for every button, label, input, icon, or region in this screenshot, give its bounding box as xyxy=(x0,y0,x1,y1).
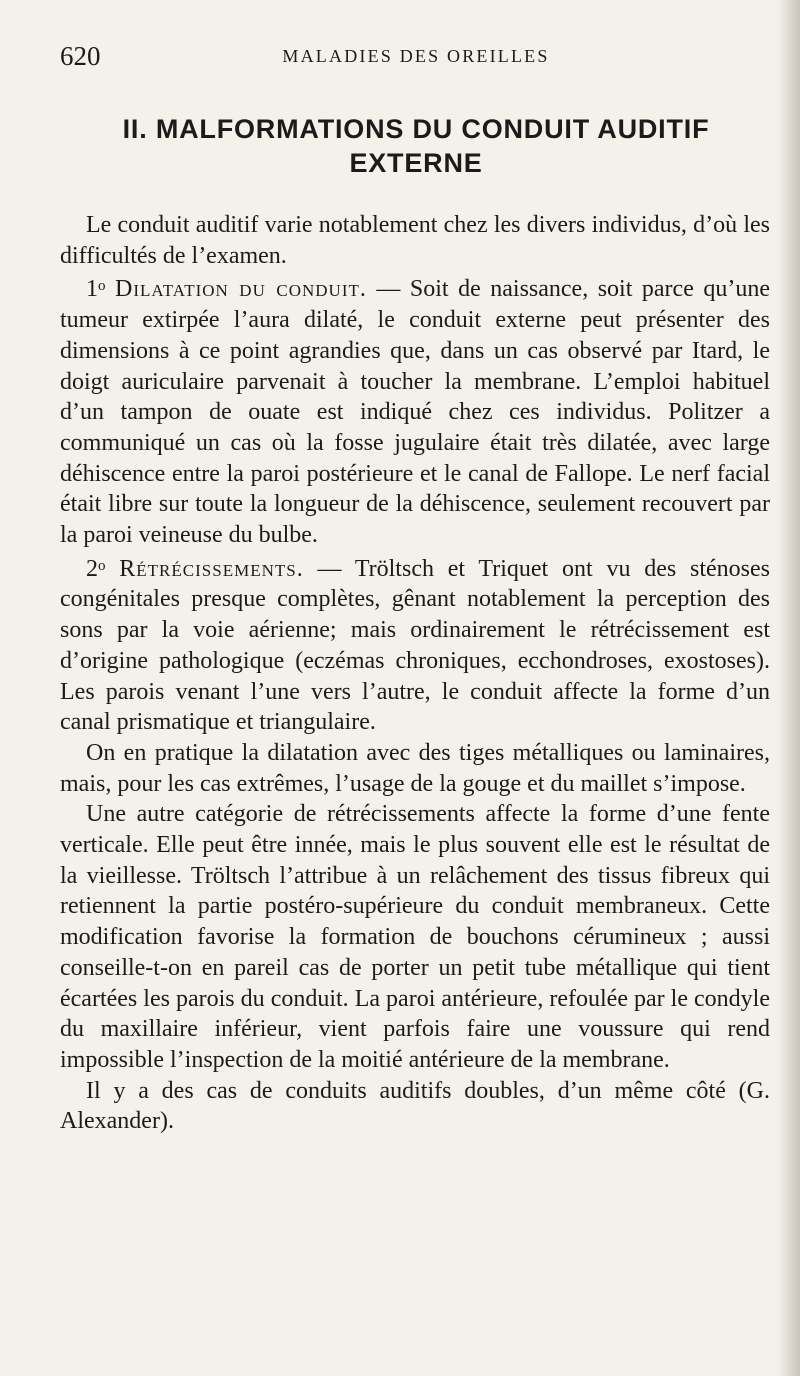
running-title: MALADIES DES OREILLES xyxy=(282,46,550,66)
paragraph-dilatation-treatment: On en pratique la dilatation avec des tiges métalliques ou laminaires, mais, pour les cas extrêmes, l’usage de la gouge et du maillet s’impose. xyxy=(60,739,770,797)
page-number: 620 xyxy=(60,41,101,71)
paragraph-conduits-doubles: Il y a des cas de conduits auditifs doubles, d’un même côté (G. Alexander). xyxy=(60,1077,770,1135)
section-heading xyxy=(60,112,772,180)
paragraph-number: 1 xyxy=(86,276,98,303)
running-head xyxy=(60,36,772,76)
paragraph-heading: Rétrécissements. xyxy=(119,555,304,582)
page-edge-shadow xyxy=(778,0,800,1376)
ordinal-mark: o xyxy=(98,278,106,295)
paragraph-body: — Tröltsch et Triquet ont vu des sténoses congénitales presque complètes, gênant notablement la perception des sons par la voie aérienne; mais ordinairement le rétrécissement est d’origine pathologique (eczémas chroniques, ecchondroses, exostoses). Les parois venant l’une vers l’autre, le conduit affecte la forme d’un canal prismatique et triangulaire. xyxy=(60,555,770,736)
paragraph-retrecissements xyxy=(60,551,770,738)
paragraph-fente-verticale: Une autre catégorie de rétrécissements affecte la forme d’une fente verticale. Elle peut être innée, mais le plus souvent elle est le résultat de la vieillesse. Tröltsch l’attribue à un relâchement des tissus fibreux qui retiennent la partie postéro-supérieure du conduit membraneux. Cette modification favorise la formation de bouchons cérumineux ; aussi conseille-t-on en pareil cas de porter un petit tube métallique qui tient écartées les parois du conduit. La paroi antérieure, refoulée par le condyle du maxillaire inférieur, vient parfois faire une voussure qui rend impossible l’inspection de la moitié antérieure de la membrane. xyxy=(60,801,770,1073)
paragraph-intro: Le conduit auditif varie notablement chez les divers individus, d’où les difficultés de l’examen. xyxy=(60,212,770,269)
section-heading-line-1: II. MALFORMATIONS DU CONDUIT AUDITIF xyxy=(122,114,710,144)
paragraph-heading: Dilatation du conduit. xyxy=(115,276,367,303)
paragraph-body: — Soit de naissance, soit parce qu’une tumeur extirpée l’aura dilaté, le conduit externe peut présenter des dimensions à ce point agrandies que, dans un cas observé par Itard, le doigt auriculaire parvenait à toucher la membrane. L’emploi habituel d’un tampon de ouate est indiqué chez ces individus. Politzer a communiqué un cas où la fosse jugulaire était très dilatée, avec large déhiscence entre la paroi postérieure et le canal de Fallope. Le nerf facial était libre sur toute la longueur de la déhiscence, seulement recouvert par la paroi veineuse du bulbe. xyxy=(60,276,771,549)
section-heading-line-2: EXTERNE xyxy=(349,148,483,178)
paragraph-dilatation xyxy=(60,271,770,550)
body-text xyxy=(60,210,770,1137)
paragraph-number: 2 xyxy=(86,555,98,582)
ordinal-mark: o xyxy=(98,557,106,574)
